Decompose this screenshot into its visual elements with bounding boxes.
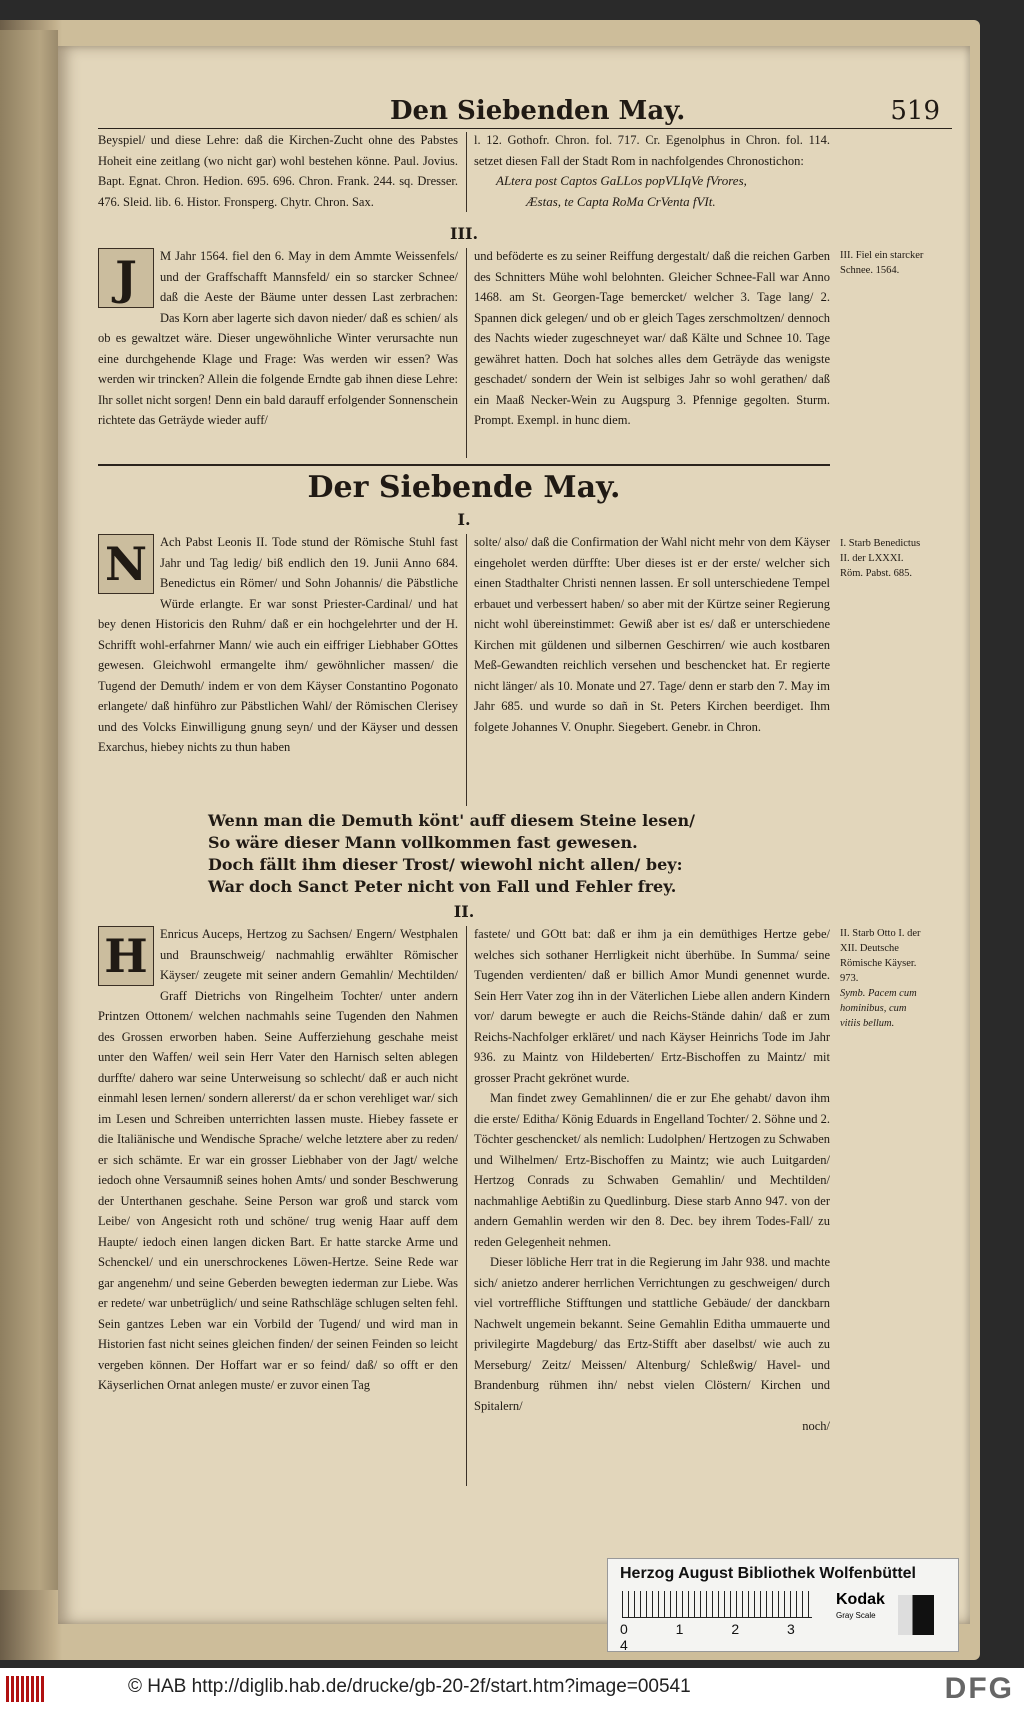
margin-note-i: I. Starb Benedictus II. der LXXXI. Röm. Pabst. 685. <box>840 538 921 579</box>
margin-note-symbolum: Symb. Pacem cum hominibus, cum vitiis bellum. <box>840 988 917 1029</box>
margin-note-iii: III. Fiel ein starcker Schnee. 1564. <box>840 250 924 276</box>
top-right-column <box>474 130 830 212</box>
section-iii-left-column <box>98 246 458 431</box>
library-scale-label <box>607 1558 959 1652</box>
top-right-text: l. 12. Gothofr. Chron. fol. 717. Cr. Egenolphus in Chron. fol. 114. setzet diesen Fall der Stadt Rom in nachfolgendes Chronostichon: <box>474 133 830 168</box>
section-iii-right-text: und beföderte es zu seiner Reiffung dergestalt/ daß die reichen Garben des Schnitters Mühe wohl belohnten. Gleicher Schnee-Fall war Anno 1468. am St. Georgen-Tage bemercket/ welcher 3. Tage lang/ 2. Spannen dick gelegen/ und ob er gleich Tages zerschmoltzen/ dennoch des Nachts wieder zugeschneyet war/ daß Kälte und Schnee 10. Tage gewähret hatten. Doch hat solches alles dem Geträyde das wenigste geschadet/ sondern der Wein ist selbiges Jahr so wohl gerathen/ daß ein Maaß Necker-Wein zu Augspurg 3. Pfennige gegolten. Sturm. Prompt. Exempl. in hunc diem. <box>474 249 830 427</box>
gray-scale-label: Gray Scale <box>836 1611 876 1620</box>
verse-line-3: Doch fällt ihm dieser Trost/ wiewohl nicht allen/ bey: <box>208 855 683 874</box>
section-i-left-column <box>98 532 458 758</box>
dfg-logo: DFG <box>944 1672 1014 1705</box>
top-left-text: Beyspiel/ und diese Lehre: daß die Kirchen-Zucht ohne des Pabstes Hoheit eine zeitlang (wo nicht gar) wohl bestehen könne. Paul. Jovius. Bapt. Egnat. Chron. Hedion. 695. 696. Chron. Frank. 244. sq. Dresser. 476. Sleid. lib. 6. Histor. Fronsperg. Chytr. Chron. Sax. <box>98 133 458 209</box>
kodak-logo: Kodak <box>836 1591 885 1608</box>
dropcap-h: H <box>98 926 154 986</box>
section-i-right-column <box>474 532 830 737</box>
verse-line-1: Wenn man die Demuth könt' auff diesem Steine lesen/ <box>208 811 695 830</box>
footer-bar <box>0 1668 1024 1710</box>
page-number: 519 <box>890 96 940 126</box>
column-divider <box>466 132 467 212</box>
section-iii-numeral: III. <box>449 224 479 243</box>
verse-line-2: So wäre dieser Mann vollkommen fast gewesen. <box>208 833 638 852</box>
scale-ruler <box>622 1591 812 1618</box>
chronostichon-line-1: ALtera post Captos GaLLos popVLIqVe fVrores, <box>496 173 747 188</box>
column-divider <box>466 248 467 458</box>
book-page <box>58 46 970 1624</box>
section-ii-left-text: Enricus Auceps, Hertzog zu Sachsen/ Engern/ Westphalen und Braunschweig/ nachmahlig erwählter Römischer Käyser/ zeugete mit seiner andern Gemahlin/ Mechtilden/ Graff Dietrichs von Ringelheim Tochter/ unter andern Printzen Ottonem/ welchen nachmahls seine Tugenden den Nahmen des Grossen erworben haben. Seine Aufferziehung geschahe meist unter den Waffen/ weil sein Herr Vater den Harnisch selten ablegen durffte/ dahero war seine Unterweisung so schlecht/ daß er auch nicht einmahl lesen lernen/ sondern allererst/ da er schon verehliget war/ sich im Lesen und Schreiben unterrichten lassen muste. Hiebey fassete er die Italiänische und Wendische Sprache/ welche letztere aber zu reden/ er sich schämte. Er war ein grosser Liebhaber von der Jagt/ welche iedoch ohne Versaumniß seines hohen Amts/ und sonder Beschwerung der Unterthanen geschahe. Seine Person war groß und starck vom Leibe/ von Angesicht roth und schöne/ trug wenig Haar auff dem Haupte/ iedoch einen langen dicken Bart. Er hatte starcke Arme und Schenckel/ und ein unerschrockenes Löwen-Hertze. Seine Rede war gar angenehm/ und seine Geberden bewegten iederman zur Liebe. Was er redete/ war unbetrüglich/ und seine Rathschläge schlugen selten fehl. Sein gantzes Leben war ein Vorbild der Tugend/ und wird man in Historien fast nicht seines gleichen finden/ der seinen Feinden so leicht vergeben können. Der Hoffart war er so feind/ daß/ so offt er den Käyserlichen Ornat anlegen muste/ er zuvor einen Tag <box>98 927 458 1392</box>
gray-scale-swatch <box>898 1595 934 1635</box>
section-ii-right-column <box>474 924 830 1437</box>
section-ii-numeral: II. <box>453 902 475 921</box>
section-iii-left-text: M Jahr 1564. fiel den 6. May in dem Ammte Weissenfels/ und der Graffschafft Mannsfeld/ ein so starcker Schnee/ daß die Aeste der Bäume unter dessen Last zerbrachen: Das Korn aber lagerte sich davon nieder/ daß es schien/ als ob es gewaltzet wäre. Dieser ungewöhnliche Winter verursachte nun eine durchgehende Klage und Frage: Was werden wir essen? Was werden wir trincken? Allein die folgende Erndte gab ihnen diese Lehre: Ihr sollet nicht sorgen! Denn ein bald darauff erfolgender Sonnenschein richtete das Geträyde wieder auff/ <box>98 249 458 427</box>
column-divider <box>466 534 467 806</box>
section-i-numeral: I. <box>457 510 471 529</box>
running-title: Den Siebenden May. <box>390 96 686 126</box>
dropcap-j: J <box>98 248 154 308</box>
hab-barcode-icon <box>6 1676 46 1702</box>
margin-note-ii <box>840 926 926 1031</box>
section-i-right-text: solte/ also/ daß die Confirmation der Wahl nicht mehr von dem Käyser eingeholet werden dürffte: Uber dieses ist er der erste/ welcher sich einen Stadthalter Christi nennen lassen. Er soll unterschiedene Tempel erbauet und verbessert haben/ so aber mit der Kürtze seiner Regierung nicht wohl übereinstimmet: Gewiß aber ist es/ daß er unterschiedene Kirchen mit güldenen und silbernen Geschirren/ wie auch kostbaren Meß-Gewandten reichlich versehen und beschencket hat. Er regierte nicht länger/ als 10. Monate und 27. Tage/ denn er starb den 7. May im Jahr 685. und wurde so dañ in St. Peters Kirchen beerdiget. Ihm folgete Johannes V. Onuphr. Siegebert. Genebr. in Chron. <box>474 535 830 734</box>
left-page-edge <box>0 30 58 1590</box>
section-rule <box>98 464 830 466</box>
dropcap-n: N <box>98 534 154 594</box>
margin-note-ii-text: II. Starb Otto I. der XII. Deutsche Römische Käyser. 973. <box>840 928 921 984</box>
verse <box>208 810 768 898</box>
section-ii-right-paragraph-2: Man findet zwey Gemahlinnen/ die er zur Ehe gehabt/ davon ihm die erste/ Editha/ König Eduards in Engelland Tochter/ 2. Söhne und 2. Töchter geschencket/ als nemlich: Ludolphen/ Hertzogen zu Schwaben und Wilhelmen/ Ertz-Bischoffen zu Maintz; wie auch Luitgarden/ Hertzog Conrads zu Schwaben Gemahlin/ und Mechtilden/ nachmahlige Aebtißin zu Quedlinburg. Diese starb Anno 947. von der andern Gemahlin werden wir den 8. Dec. bey ihrem Todes-Fall/ zu reden Gelegenheit nehmen. <box>474 1091 830 1249</box>
column-divider <box>466 926 467 1486</box>
chronostichon-line-2: Æstas, te Capta RoMa CrVenta fVIt. <box>526 193 716 209</box>
section-iii-right-column <box>474 246 830 431</box>
scale-numbers: 0 1 2 3 4 <box>620 1621 817 1653</box>
running-header <box>98 96 952 129</box>
section-ii-right-paragraph-3: Dieser löbliche Herr trat in die Regierung im Jahr 938. und machte sich/ anietzo anderer herrlichen Verrichtungen zu geschweigen/ durch viel vortreffliche Stifftungen und stattliche Gebäude/ der danckbarn Nachwelt ungemein bekannt. Seine Gemahlin Editha ummauerte und privilegirte Magdeburg/ das Ertz-Stifft aber daselbst/ wie auch zu Merseburg/ Zeitz/ Meissen/ Altenburg/ Schleßwig/ Havel- und Brandenburg rühmen ihn/ nebst vielen Clöstern/ Kirchen und Spitalern/ <box>474 1255 830 1413</box>
top-left-column <box>98 130 458 212</box>
section-ii-left-column <box>98 924 458 1396</box>
library-label-title: Herzog August Bibliothek Wolfenbüttel <box>620 1565 916 1582</box>
section-ii-right-paragraph-1: fastete/ und GOtt bat: daß er ihm ja ein demüthiges Hertze gebe/ welches sich sothaner Herrligkeit nicht überhübe. In Summa/ seine Tugenden verdienten/ daß er billich Amor Mundi genennet wurde. Sein Herr Vater zog ihn in der Väterlichen Liebe allen andern Kindern vor/ darum bewegte er auch die Reichs-Stände dahin/ daß er zum Reichs-Nachfolger erkläret/ und nach Käyser Heinrichs Tode im Jahr 936. zu Maintz von Hildeberten/ Ertz-Bischoffen zu Maintz/ mit grosser Pracht gekrönet wurde. <box>474 927 830 1085</box>
section-i-left-text: Ach Pabst Leonis II. Tode stund der Römische Stuhl fast Jahr und Tag ledig/ biß endlich den 19. Junii Anno 684. Benedictus ein Römer/ und Sohn Johannis/ die Päbstliche Würde erlangte. Er war sonst Priester-Cardinal/ und hat bey denen Historicis den Ruhm/ daß er ein hochgelehrter und der H. Schrifft wohl-erfahrner Mann/ wie auch ein eiffriger Liebhaber GOttes gewesen. Gleichwohl ermangelte ihm/ gewöhnlicher massen/ die Tugend der Demuth/ indem er von dem Käyser Constantino Pogonato erlangete/ daß hinführo zur Päbstlichen Wahl/ der Römischen Clerisey und des Volcks Einwilligung gnung seyn/ und der Käyser und dessen Exarchus, hiebey nichts zu thun haben <box>98 535 458 754</box>
source-url[interactable]: © HAB http://diglib.hab.de/drucke/gb-20-2f/start.htm?image=00541 <box>128 1676 691 1697</box>
main-title: Der Siebende May. <box>307 470 621 505</box>
catchword: noch/ <box>802 1419 830 1433</box>
verse-line-4: War doch Sanct Peter nicht von Fall und Fehler frey. <box>208 877 677 896</box>
